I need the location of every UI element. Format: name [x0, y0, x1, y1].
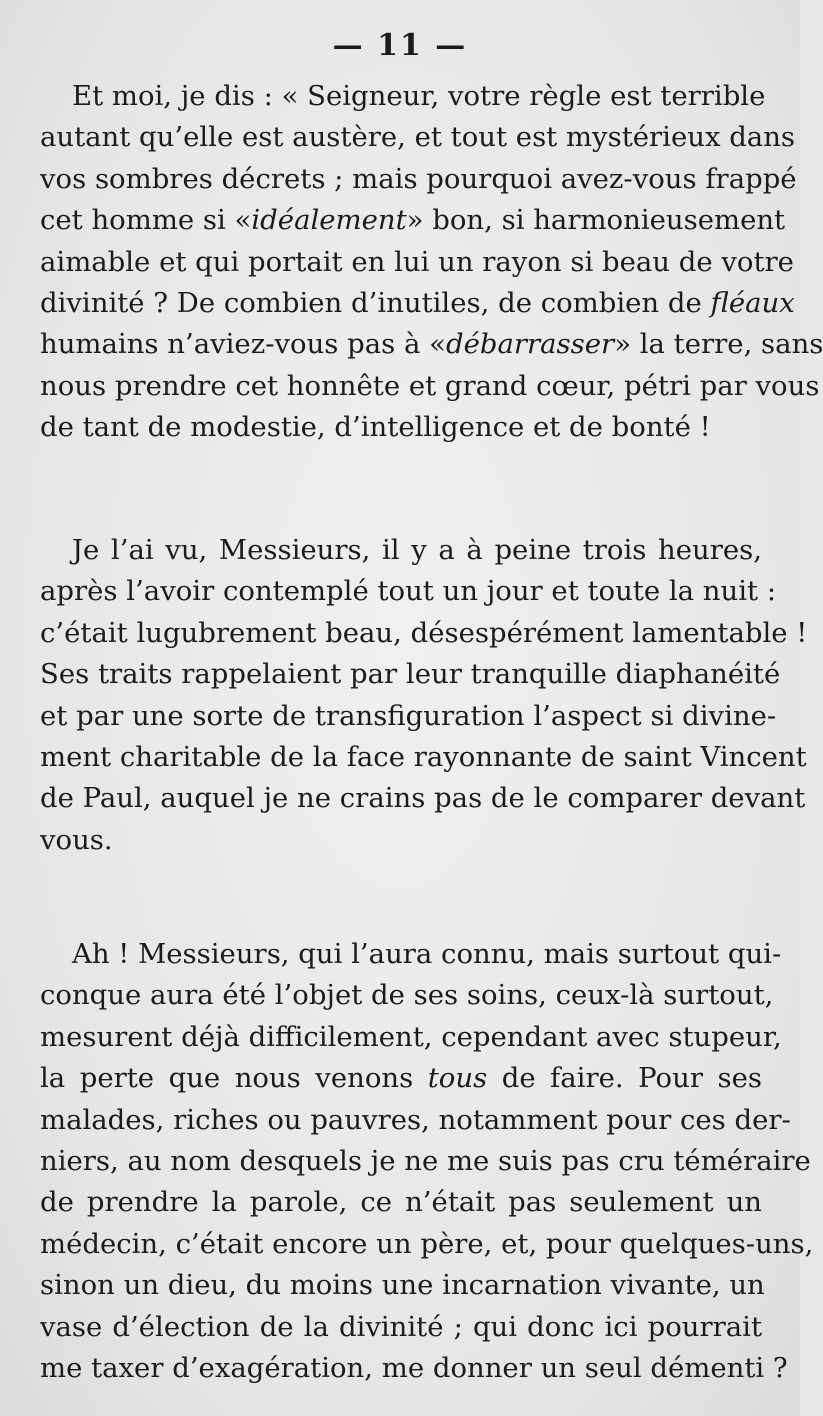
text-line: conque aura été l’objet de ses soins, ceux-là surtout, [40, 979, 774, 1012]
text-line: et par une sorte de transfiguration l’aspect si divine- [40, 699, 777, 732]
text-line: mesurent déjà difficilement, cependant avec stupeur, [40, 1020, 782, 1053]
text-line: ment charitable de la face rayonnante de saint Vincent [40, 741, 807, 774]
text-line: médecin, c’était encore un père, et, pour quelques-uns, [40, 1227, 814, 1260]
text-line: niers, au nom desquels je ne me suis pas cru téméraire [40, 1145, 811, 1178]
text-line: humains n’aviez-vous pas à «débarrasser» la terre, sans [40, 328, 823, 361]
text-line: vase d’élection de la divinité ; qui donc ici pourrait [40, 1310, 762, 1343]
paragraph-2 [40, 530, 808, 861]
text-line: de Paul, auquel je ne crains pas de le comparer devant [40, 782, 806, 815]
text-line: aimable et qui portait en lui un rayon si beau de votre [40, 245, 794, 278]
text-line: Ah ! Messieurs, qui l’aura connu, mais surtout qui- [72, 938, 782, 970]
text-line: la perte que nous venons tous de faire. Pour ses [40, 1062, 762, 1095]
text-line: me taxer d’exagération, me donner un seul démenti ? [40, 1352, 788, 1385]
text-line: autant qu’elle est austère, et tout est mystérieux dans [40, 121, 796, 154]
text-line: nous prendre cet honnête et grand cœur, pétri par vous [40, 369, 820, 402]
text-line: malades, riches ou pauvres, notamment pour ces der- [40, 1103, 791, 1136]
text-line: divinité ? De combien d’inutiles, de combien de fléaux [40, 287, 795, 320]
page-number: — 11 — [332, 28, 468, 63]
text-line: après l’avoir contemplé tout un jour et toute la nuit : [40, 575, 777, 608]
text-line: cet homme si «idéalement» bon, si harmonieusement [40, 204, 786, 237]
text-line: Et moi, je dis : « Seigneur, votre règle est terrible [72, 80, 766, 112]
text-line: c’était lugubrement beau, désespérément lamentable ! [40, 616, 808, 649]
text-line: de prendre la parole, ce n’était pas seulement un [40, 1186, 762, 1219]
text-line: vos sombres décrets ; mais pourquoi avez-vous frappé [40, 162, 797, 195]
text-line: sinon un dieu, du moins une incarnation vivante, un [40, 1269, 765, 1302]
text-line: vous. [40, 823, 113, 856]
text-line: Je l’ai vu, Messieurs, il y a à peine trois heures, [72, 534, 762, 566]
text-line: Ses traits rappelaient par leur tranquille diaphanéité [40, 658, 781, 691]
paragraph-1 [40, 76, 823, 449]
paragraph-3 [40, 934, 814, 1389]
text-line: de tant de modestie, d’intelligence et de bonté ! [40, 411, 711, 444]
